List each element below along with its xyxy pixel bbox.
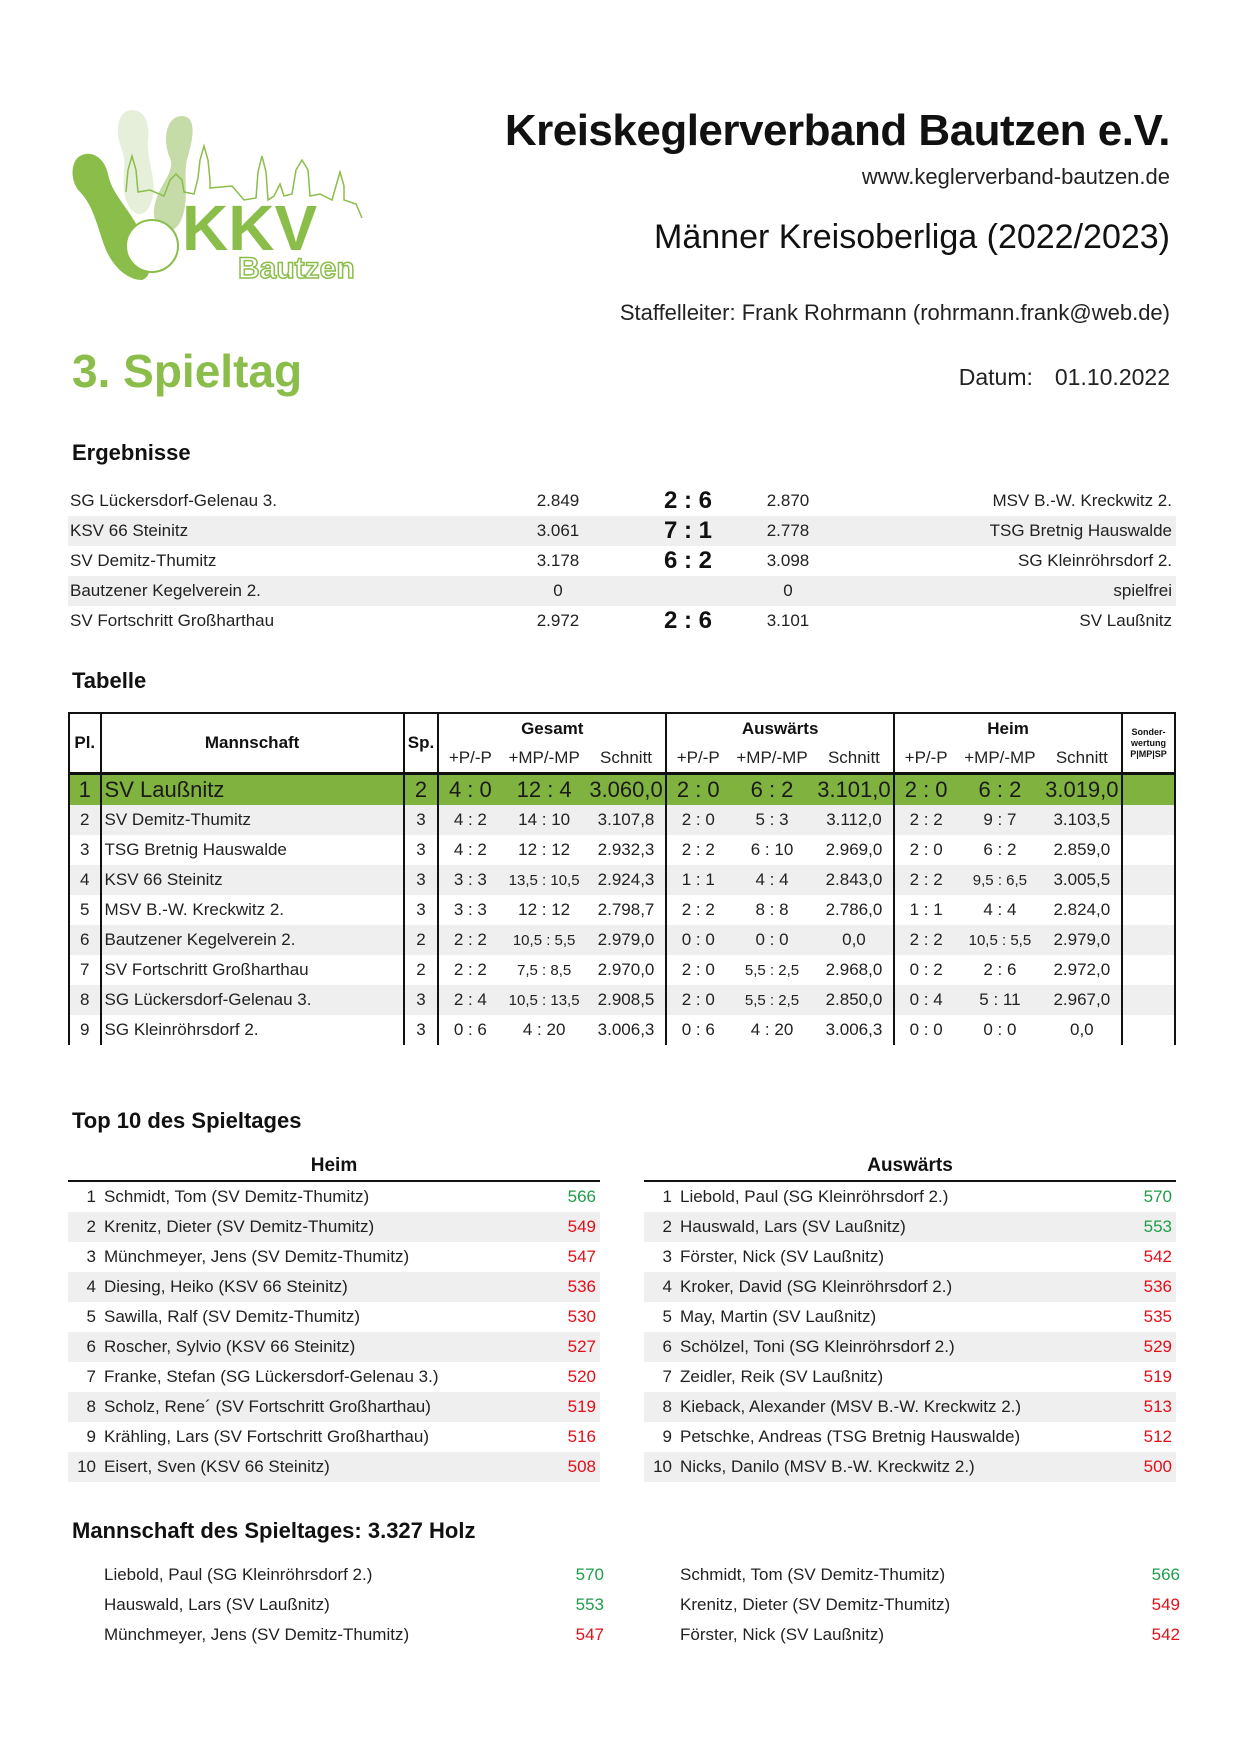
total-match-points: 13,5 : 10,5: [501, 865, 586, 895]
player-rank: 8: [662, 1397, 672, 1416]
top10-row: [644, 1332, 1176, 1362]
player-score: 566: [567, 1187, 596, 1206]
total-average: 3.060,0: [587, 774, 666, 806]
away-total: 2.870: [766, 491, 810, 510]
player-rank: 3: [662, 1247, 672, 1266]
player-name: Kroker, David (SG Kleinröhrsdorf 2.): [680, 1277, 953, 1296]
top10-row: [644, 1182, 1176, 1212]
sonderwertung: [1122, 1015, 1175, 1045]
player-score: 520: [567, 1367, 596, 1386]
player-score: 519: [1143, 1367, 1172, 1386]
sonderwertung: [1122, 985, 1175, 1015]
col-header-home-avg: Schnitt: [1055, 748, 1108, 767]
top10-row: [644, 1392, 1176, 1422]
total-average: 2.970,0: [597, 960, 655, 979]
player-name: Diesing, Heiko (KSV 66 Steinitz): [104, 1277, 348, 1296]
total-points: 4 : 0: [438, 774, 501, 806]
home-points: 0 : 4: [894, 985, 957, 1015]
player-score: 547: [567, 1247, 596, 1266]
top10-row: [68, 1212, 600, 1242]
match-date: [959, 364, 1170, 391]
away-total: 2.778: [766, 521, 810, 540]
player-rank: 10: [77, 1457, 96, 1476]
away-points: 0 : 0: [666, 925, 729, 955]
sonder-line-2: wertung: [1131, 737, 1166, 748]
team-name: MSV B.-W. Kreckwitz 2.: [101, 895, 404, 925]
away-team: SV Laußnitz: [1079, 611, 1172, 630]
player-name: Krähling, Lars (SV Fortschritt Großharthau): [104, 1427, 430, 1446]
matchday-title: 3. Spieltag: [72, 345, 303, 397]
results-heading: Ergebnisse: [72, 440, 191, 465]
top10-row: [644, 1362, 1176, 1392]
standings-row: [69, 925, 1175, 955]
home-match-points: 2 : 6: [983, 960, 1017, 979]
player-rank: 4: [86, 1277, 96, 1296]
home-match-points: 5 : 11: [957, 985, 1042, 1015]
home-points: 2 : 2: [894, 925, 957, 955]
sonderwertung: [1122, 925, 1175, 955]
player-score: 516: [567, 1427, 596, 1446]
away-match-points: 4 : 20: [750, 1020, 794, 1039]
player-name: Nicks, Danilo (MSV B.-W. Kreckwitz 2.): [680, 1457, 975, 1476]
player-rank: 4: [662, 1277, 672, 1296]
top10-row: [644, 1452, 1176, 1482]
team-of-day-right: [680, 1560, 1180, 1650]
away-points: 2 : 0: [666, 774, 729, 806]
place: 1: [69, 774, 101, 806]
org-url-link[interactable]: www.keglerverband-bautzen.de: [861, 164, 1170, 189]
player-rank: 10: [653, 1457, 672, 1476]
player-name: Franke, Stefan (SG Lückersdorf-Gelenau 3.): [104, 1367, 439, 1386]
home-match-points: 4 : 4: [983, 900, 1017, 919]
place: 8: [69, 985, 101, 1015]
player-name: Münchmeyer, Jens (SV Demitz-Thumitz): [104, 1625, 410, 1644]
col-header-place: Pl.: [69, 713, 101, 774]
player-rank: 1: [662, 1187, 672, 1206]
player-rank: 7: [86, 1367, 96, 1386]
top10-row: [68, 1242, 600, 1272]
away-match-points: 8 : 8: [755, 900, 789, 919]
team-name: SV Laußnitz: [101, 774, 404, 806]
home-match-points: 0 : 0: [983, 1020, 1017, 1039]
away-points: 2 : 0: [666, 955, 729, 985]
place: 3: [69, 835, 101, 865]
total-points: 3 : 3: [438, 895, 501, 925]
col-header-team: Mannschaft: [101, 713, 404, 774]
away-average: 2.843,0: [815, 865, 894, 895]
player-rank: 1: [86, 1187, 96, 1206]
away-total: 0: [783, 581, 793, 600]
home-team: SG Lückersdorf-Gelenau 3.: [70, 491, 277, 510]
player-name: Münchmeyer, Jens (SV Demitz-Thumitz): [104, 1247, 410, 1266]
total-match-points: 12 : 4: [501, 774, 586, 806]
result-row: [68, 516, 1176, 546]
result-row: [68, 576, 1176, 606]
team-name: TSG Bretnig Hauswalde: [101, 835, 404, 865]
games: 2: [404, 955, 439, 985]
standings-row: [69, 805, 1175, 835]
col-group-home: Heim: [894, 713, 1122, 744]
home-match-points: 10,5 : 5,5: [957, 925, 1042, 955]
games: 3: [404, 1015, 439, 1045]
player-rank: 9: [86, 1427, 96, 1446]
home-team: SV Demitz-Thumitz: [70, 551, 217, 570]
away-match-points: 5 : 3: [729, 805, 814, 835]
player-score: 553: [575, 1595, 604, 1614]
player-score: 513: [1143, 1397, 1172, 1416]
home-match-points: 9,5 : 6,5: [957, 865, 1042, 895]
home-average: 2.824,0: [1053, 900, 1111, 919]
away-match-points: 5,5 : 2,5: [744, 961, 800, 979]
home-average: 2.967,0: [1043, 985, 1122, 1015]
team-name: SV Demitz-Thumitz: [101, 805, 404, 835]
logo-text-main: KKV: [182, 192, 318, 264]
total-points: 0 : 6: [438, 1015, 501, 1045]
col-header-total-avg: Schnitt: [600, 748, 653, 767]
top10-row: [68, 1302, 600, 1332]
away-average: 0,0: [815, 925, 894, 955]
home-average: 2.972,0: [1053, 960, 1111, 979]
player-name: Schmidt, Tom (SV Demitz-Thumitz): [104, 1187, 370, 1206]
total-match-points: 10,5 : 5,5: [501, 925, 586, 955]
home-average: 2.979,0: [1043, 925, 1122, 955]
away-team: SG Kleinröhrsdorf 2.: [1017, 551, 1172, 570]
away-total: 3.098: [766, 551, 810, 570]
home-total: 2.849: [536, 491, 580, 510]
home-total: 3.178: [536, 551, 580, 570]
sonderwertung: [1122, 805, 1175, 835]
team-name: SG Kleinröhrsdorf 2.: [101, 1015, 404, 1045]
top10-row: [68, 1392, 600, 1422]
standings-row: [69, 774, 1175, 806]
games: 3: [404, 865, 439, 895]
player-score: 542: [1151, 1625, 1180, 1644]
total-average: 2.932,3: [597, 840, 655, 859]
standings-row: [69, 1015, 1175, 1045]
home-points: 1 : 1: [894, 895, 957, 925]
home-points: 2 : 2: [894, 865, 957, 895]
col-header-total-points: +P/-P: [438, 744, 501, 774]
home-average: 0,0: [1070, 1020, 1094, 1039]
away-team: TSG Bretnig Hauswalde: [989, 521, 1172, 540]
match-result: 2 : 6: [663, 607, 713, 634]
col-header-sonderwertung: [1122, 713, 1175, 774]
away-average: 2.786,0: [825, 900, 883, 919]
total-average: 2.924,3: [587, 865, 666, 895]
team-name: SV Fortschritt Großharthau: [101, 955, 404, 985]
sonder-line-1: Sonder-: [1131, 726, 1166, 737]
sonderwertung: [1122, 865, 1175, 895]
col-header-away-points: +P/-P: [666, 744, 729, 774]
team-of-day-player: [104, 1560, 604, 1590]
top10-row: [68, 1422, 600, 1452]
standings-row: [69, 835, 1175, 865]
player-score: 530: [567, 1307, 596, 1326]
player-score: 535: [1143, 1307, 1172, 1326]
games: 3: [404, 805, 439, 835]
total-average: 3.006,3: [597, 1020, 655, 1039]
player-name: Schölzel, Toni (SG Kleinröhrsdorf 2.): [680, 1337, 955, 1356]
player-name: Hauswald, Lars (SV Laußnitz): [680, 1217, 906, 1236]
away-total: 3.101: [766, 611, 810, 630]
standings-row: [69, 985, 1175, 1015]
away-match-points: 0 : 0: [729, 925, 814, 955]
col-header-games: Sp.: [404, 713, 439, 774]
player-rank: 6: [662, 1337, 672, 1356]
away-team: MSV B.-W. Kreckwitz 2.: [992, 491, 1172, 510]
home-points: 0 : 0: [894, 1015, 957, 1045]
total-average: 2.798,7: [597, 900, 655, 919]
home-average: 2.859,0: [1053, 840, 1111, 859]
org-title: Kreiskeglerverband Bautzen e.V.: [504, 106, 1170, 155]
player-name: Liebold, Paul (SG Kleinröhrsdorf 2.): [104, 1565, 373, 1584]
top10-row: [68, 1272, 600, 1302]
standings-row: [69, 955, 1175, 985]
home-team: Bautzener Kegelverein 2.: [70, 581, 261, 600]
total-match-points: 12 : 12: [518, 840, 571, 859]
match-result: 6 : 2: [663, 547, 713, 574]
col-header-away-avg: Schnitt: [827, 748, 880, 767]
player-rank: 2: [662, 1217, 672, 1236]
standings-body: [69, 774, 1175, 1046]
games: 3: [404, 985, 439, 1015]
team-of-day-heading: Mannschaft des Spieltages: 3.327 Holz: [72, 1518, 476, 1543]
total-points: 3 : 3: [438, 865, 501, 895]
away-average: 3.101,0: [815, 774, 894, 806]
home-match-points: 9 : 7: [957, 805, 1042, 835]
player-score: 553: [1143, 1217, 1172, 1236]
result-row: [68, 486, 1176, 516]
player-score: 570: [1143, 1187, 1172, 1206]
player-name: Kieback, Alexander (MSV B.-W. Kreckwitz 2.): [680, 1397, 1022, 1416]
team-of-day-player: [680, 1590, 1180, 1620]
player-rank: 5: [662, 1307, 672, 1326]
total-match-points: 12 : 12: [518, 900, 571, 919]
staffelleiter-contact: Staffelleiter: Frank Rohrmann (rohrmann.frank@web.de): [619, 300, 1170, 325]
home-total: 2.972: [536, 611, 580, 630]
player-score: 542: [1143, 1247, 1172, 1266]
player-score: 536: [1143, 1277, 1172, 1296]
home-total: 0: [553, 581, 563, 600]
player-score: 547: [575, 1625, 604, 1644]
away-average: 3.006,3: [825, 1020, 883, 1039]
player-name: Sawilla, Ralf (SV Demitz-Thumitz): [104, 1307, 360, 1326]
total-average: 2.979,0: [587, 925, 666, 955]
col-group-away: Auswärts: [666, 713, 894, 744]
player-score: 519: [567, 1397, 596, 1416]
top10-row: [68, 1362, 600, 1392]
team-of-day-player: [104, 1620, 604, 1650]
away-points: 0 : 6: [666, 1015, 729, 1045]
place: 4: [69, 865, 101, 895]
date-value: 01.10.2022: [1054, 364, 1170, 390]
top10-away: [644, 1152, 1176, 1482]
away-match-points: 4 : 4: [729, 865, 814, 895]
player-name: Schmidt, Tom (SV Demitz-Thumitz): [680, 1565, 946, 1584]
result-row: [68, 606, 1176, 636]
logo-text-sub: Bautzen: [238, 252, 355, 285]
games: 2: [404, 925, 439, 955]
total-points: 2 : 2: [438, 955, 501, 985]
total-match-points: 7,5 : 8,5: [517, 961, 572, 979]
sonderwertung: [1122, 835, 1175, 865]
player-name: Eisert, Sven (KSV 66 Steinitz): [104, 1457, 330, 1476]
top10-home-label: Heim: [68, 1152, 600, 1182]
player-score: 566: [1151, 1565, 1180, 1584]
player-rank: 3: [86, 1247, 96, 1266]
match-result: 7 : 1: [663, 517, 713, 544]
player-rank: 7: [662, 1367, 672, 1386]
away-points: 2 : 0: [666, 985, 729, 1015]
place: 5: [69, 895, 101, 925]
top10-row: [68, 1332, 600, 1362]
team-name: SG Lückersdorf-Gelenau 3.: [101, 985, 404, 1015]
place: 2: [69, 805, 101, 835]
player-name: Krenitz, Dieter (SV Demitz-Thumitz): [680, 1595, 951, 1614]
home-points: 0 : 2: [894, 955, 957, 985]
top10-row: [644, 1212, 1176, 1242]
top10-home: [68, 1152, 600, 1482]
away-average: 2.968,0: [825, 960, 883, 979]
player-name: Roscher, Sylvio (KSV 66 Steinitz): [104, 1337, 356, 1356]
result-row: [68, 546, 1176, 576]
player-name: Förster, Nick (SV Laußnitz): [680, 1625, 885, 1644]
kkv-bautzen-logo: [70, 100, 415, 290]
home-team: KSV 66 Steinitz: [70, 521, 189, 540]
date-label: Datum:: [958, 364, 1033, 390]
player-score: 512: [1143, 1427, 1172, 1446]
player-name: Förster, Nick (SV Laußnitz): [680, 1247, 885, 1266]
team-name: KSV 66 Steinitz: [101, 865, 404, 895]
away-points: 2 : 2: [666, 895, 729, 925]
sonder-line-3: P|MP|SP: [1130, 748, 1167, 759]
player-score: 508: [567, 1457, 596, 1476]
team-name: Bautzener Kegelverein 2.: [101, 925, 404, 955]
total-points: 4 : 2: [438, 835, 501, 865]
top10-row: [68, 1452, 600, 1482]
home-total: 3.061: [536, 521, 580, 540]
top10-row: [644, 1302, 1176, 1332]
player-name: Petschke, Andreas (TSG Bretnig Hauswalde): [680, 1427, 1021, 1446]
away-match-points: 5,5 : 2,5: [729, 985, 814, 1015]
player-name: Liebold, Paul (SG Kleinröhrsdorf 2.): [680, 1187, 949, 1206]
player-score: 536: [567, 1277, 596, 1296]
away-match-points: 6 : 10: [750, 840, 794, 859]
games: 3: [404, 835, 439, 865]
away-points: 2 : 2: [666, 835, 729, 865]
home-match-points: 6 : 2: [983, 840, 1017, 859]
top10-row: [644, 1242, 1176, 1272]
top10-row: [644, 1422, 1176, 1452]
away-team: spielfrei: [1113, 581, 1172, 600]
results-list: [68, 486, 1176, 636]
sonderwertung: [1122, 895, 1175, 925]
team-of-day-left: [104, 1560, 604, 1650]
total-points: 4 : 2: [438, 805, 501, 835]
player-score: 527: [567, 1337, 596, 1356]
col-group-total: Gesamt: [438, 713, 666, 744]
place: 7: [69, 955, 101, 985]
team-of-day-player: [104, 1590, 604, 1620]
player-rank: 2: [86, 1217, 96, 1236]
home-average: 3.005,5: [1043, 865, 1122, 895]
away-points: 1 : 1: [666, 865, 729, 895]
away-average: 2.850,0: [815, 985, 894, 1015]
player-name: May, Martin (SV Laußnitz): [680, 1307, 877, 1326]
sonderwertung: [1122, 774, 1175, 806]
col-header-home-mp: +MP/-MP: [964, 748, 1036, 767]
player-score: 549: [1151, 1595, 1180, 1614]
player-name: Zeidler, Reik (SV Laußnitz): [680, 1367, 884, 1386]
col-header-away-mp: +MP/-MP: [736, 748, 808, 767]
games: 2: [404, 774, 439, 806]
bowling-pins-skyline-icon: [70, 100, 415, 290]
sonderwertung: [1122, 955, 1175, 985]
top10-heading: Top 10 des Spieltages: [72, 1108, 302, 1133]
home-points: 2 : 2: [894, 805, 957, 835]
player-rank: 6: [86, 1337, 96, 1356]
total-average: 2.908,5: [587, 985, 666, 1015]
standings-heading: Tabelle: [72, 668, 147, 693]
player-score: 549: [567, 1217, 596, 1236]
total-match-points: 4 : 20: [522, 1020, 566, 1039]
away-average: 3.112,0: [815, 805, 894, 835]
top10-row: [644, 1272, 1176, 1302]
player-name: Scholz, Rene´ (SV Fortschritt Großharthau): [104, 1397, 431, 1416]
league-title: Männer Kreisoberliga (2022/2023): [654, 218, 1170, 256]
away-points: 2 : 0: [666, 805, 729, 835]
player-score: 500: [1143, 1457, 1172, 1476]
col-header-total-mp: +MP/-MP: [508, 748, 580, 767]
home-average: 3.103,5: [1043, 805, 1122, 835]
col-header-home-points: +P/-P: [894, 744, 957, 774]
player-name: Hauswald, Lars (SV Laußnitz): [104, 1595, 330, 1614]
standings-table: [68, 712, 1176, 1045]
home-points: 2 : 0: [894, 835, 957, 865]
team-of-day-player: [680, 1560, 1180, 1590]
total-match-points: 14 : 10: [501, 805, 586, 835]
away-match-points: 6 : 2: [729, 774, 814, 806]
place: 9: [69, 1015, 101, 1045]
total-points: 2 : 4: [438, 985, 501, 1015]
home-points: 2 : 0: [894, 774, 957, 806]
home-average: 3.019,0: [1043, 774, 1122, 806]
place: 6: [69, 925, 101, 955]
match-result: 2 : 6: [663, 487, 713, 514]
player-rank: 5: [86, 1307, 96, 1326]
player-rank: 8: [86, 1397, 96, 1416]
home-match-points: 6 : 2: [957, 774, 1042, 806]
player-score: 529: [1143, 1337, 1172, 1356]
player-rank: 9: [662, 1427, 672, 1446]
player-score: 570: [575, 1565, 604, 1584]
away-average: 2.969,0: [825, 840, 883, 859]
player-name: Krenitz, Dieter (SV Demitz-Thumitz): [104, 1217, 375, 1236]
games: 3: [404, 895, 439, 925]
standings-row: [69, 895, 1175, 925]
top10-away-label: Auswärts: [644, 1152, 1176, 1182]
total-match-points: 10,5 : 13,5: [501, 985, 586, 1015]
home-team: SV Fortschritt Großharthau: [70, 611, 275, 630]
total-points: 2 : 2: [438, 925, 501, 955]
team-of-day-player: [680, 1620, 1180, 1650]
top10-row: [68, 1182, 600, 1212]
standings-row: [69, 865, 1175, 895]
total-average: 3.107,8: [587, 805, 666, 835]
